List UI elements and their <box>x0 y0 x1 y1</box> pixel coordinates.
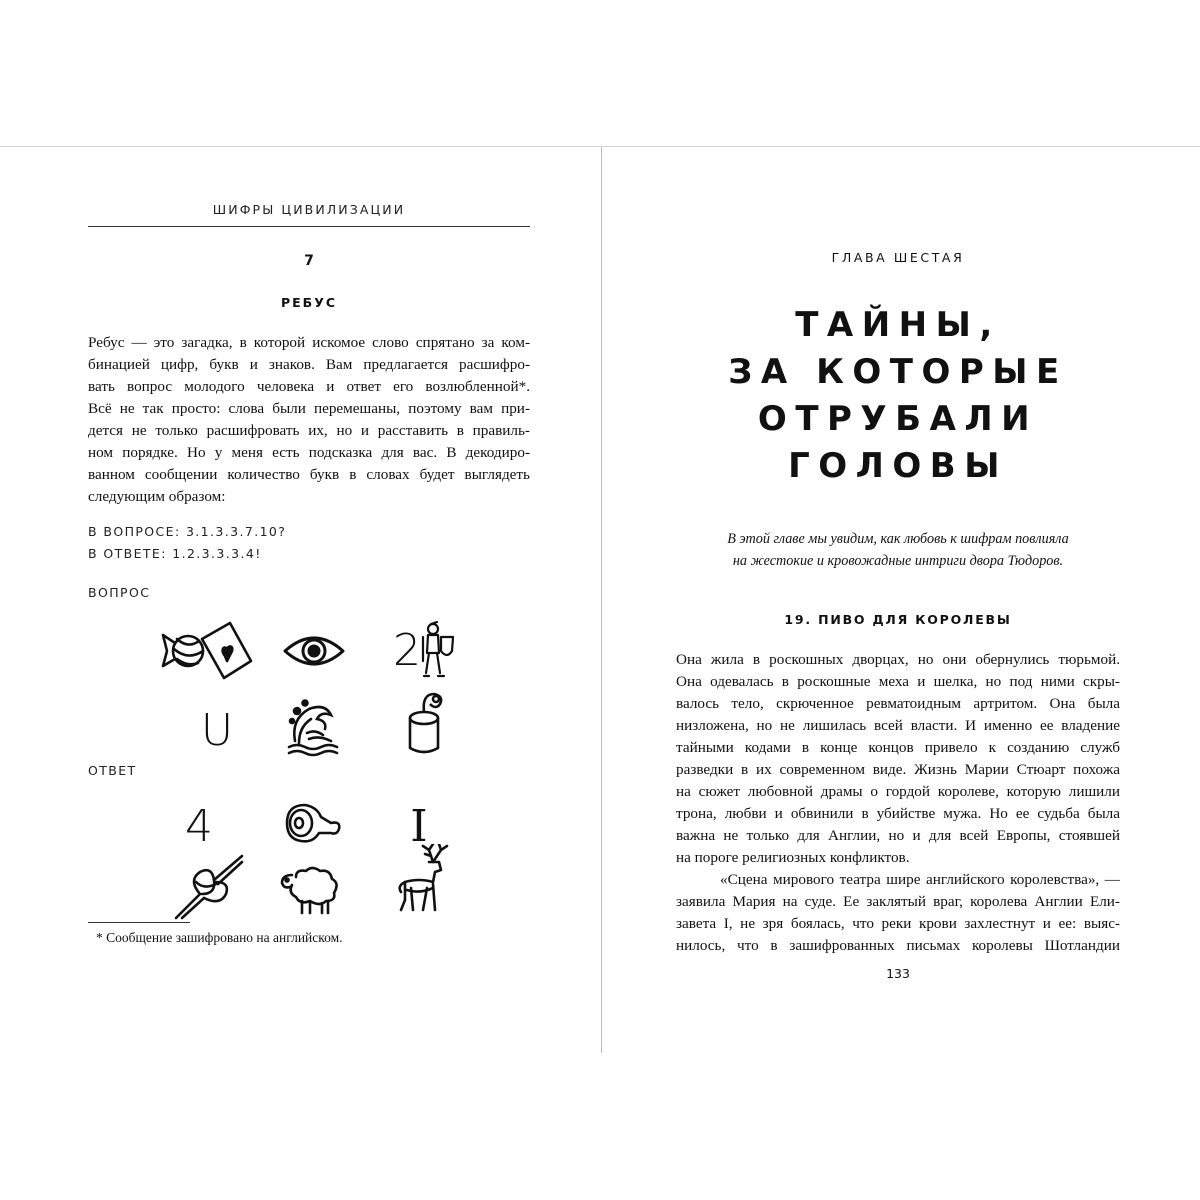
paragraph-1 <box>676 649 1120 869</box>
text-line: ванном сообщении количество букв в словах будет выглядеть <box>88 466 530 483</box>
text-line: тайными кодами в конце концов привело к созданию служб <box>676 739 1120 756</box>
page-top-edge <box>0 146 1200 147</box>
chapter-title <box>676 302 1120 490</box>
chapter-label: ГЛАВА ШЕСТАЯ <box>831 250 965 265</box>
running-head-rule <box>88 226 530 227</box>
knot-icon <box>174 852 244 922</box>
text-line: на сюжет любовной драмы о гордой королеве, которую лишили <box>676 783 1120 800</box>
running-head: ШИФРЫ ЦИВИЛИЗАЦИИ <box>212 202 406 217</box>
candy-and-heart-card-icon <box>158 616 254 686</box>
section-title: РЕБУС <box>280 295 338 310</box>
answer-label: ОТВЕТ <box>88 763 137 778</box>
text-line: следующим образом: <box>88 488 226 505</box>
intro-paragraph <box>88 332 530 508</box>
eye-icon <box>274 616 354 686</box>
answer-rebus-grid <box>88 782 530 922</box>
knight-icon <box>421 621 455 681</box>
tin-can-icon <box>392 688 462 758</box>
text-line: дется не только расшифровать их, но и расставить в правиль- <box>88 422 530 439</box>
right-page <box>676 200 1120 1000</box>
book-spine <box>601 147 602 1053</box>
rebus-digit: 4 <box>185 801 213 852</box>
text-line: на пороге религиозных конфликтов. <box>676 849 910 866</box>
chapter-number: 7 <box>304 253 314 269</box>
title-line: ОТРУБАЛИ <box>757 399 1039 439</box>
ham-icon <box>278 788 348 858</box>
section-title: 19. ПИВО ДЛЯ КОРОЛЕВЫ <box>784 612 1012 627</box>
epigraph <box>676 528 1120 572</box>
text-line: разведки в их современном виде. Жизнь Марии Стюарт похожа <box>676 761 1120 778</box>
question-pattern: В ВОПРОСЕ: 3.1.3.3.7.10? <box>88 524 287 539</box>
epigraph-line: В этой главе мы увидим, как любовь к шифрам повлияла <box>727 531 1069 547</box>
answer-pattern: В ОТВЕТЕ: 1.2.3.3.3.4! <box>88 546 262 561</box>
letter-u <box>182 696 252 766</box>
sea-wave-icon <box>278 692 348 762</box>
question-label: ВОПРОС <box>88 585 151 600</box>
body-text <box>676 649 1120 957</box>
question-rebus-grid <box>88 604 530 760</box>
title-line: ГОЛОВЫ <box>788 446 1008 486</box>
page-number: 133 <box>886 966 910 981</box>
rebus-letter: U <box>200 705 234 756</box>
footnote: * Сообщение зашифровано на английском. <box>96 930 343 945</box>
left-page <box>88 200 530 960</box>
text-line: нилось, что в зашифрованных письмах королевы Шотландии <box>676 937 1120 954</box>
text-line: «Сцена мирового театра шире английского королевства», — <box>720 871 1120 888</box>
rebus-letter: I <box>410 801 428 852</box>
text-line: вать вопрос молодого человека и ответ его возлюбленной*. <box>88 378 530 395</box>
text-line: ном порядке. Но у меня есть подсказка для вас. В декодиро- <box>88 444 530 461</box>
text-line: бинацией цифр, букв и знаков. Вам предлагается расшифро- <box>88 356 530 373</box>
text-line: завета I, не зря боялась, что реки крови захлестнут и ее: выяс- <box>676 915 1120 932</box>
text-line: Она одевалась в роскошные меха и шелка, но под ними скры- <box>676 673 1120 690</box>
number-two-with-knight <box>384 616 464 686</box>
text-line: валось тело, скрюченное ревматоидным артритом. Она была <box>676 695 1120 712</box>
text-line: низложена, но не лишилась всей власти. И именно ее владение <box>676 717 1120 734</box>
text-line: Ребус — это загадка, в которой искомое слово спрятано за ком- <box>88 334 530 351</box>
sheep-icon <box>276 854 346 924</box>
paragraph-2 <box>676 869 1120 957</box>
title-line: ТАЙНЫ, <box>795 305 1001 345</box>
title-line: ЗА КОТОРЫЕ <box>728 352 1068 392</box>
text-line: Всё не так просто: слова были перемешаны, поэтому вам при- <box>88 400 530 417</box>
footnote-rule <box>88 922 190 923</box>
text-line: трона, любви и обвинили в убийстве мужа. Но ее судьба была <box>676 805 1120 822</box>
text-line: заявила Мария на суде. Ее заклятый враг, королева Англии Ели- <box>676 893 1120 910</box>
rebus-digit: 2 <box>393 625 421 676</box>
epigraph-line: на жестокие и кровожадные интриги двора Тюдоров. <box>732 553 1064 569</box>
text-line: Она жила в роскошных дворцах, но они обернулись тюрьмой. <box>676 651 1120 668</box>
text-line: важна не только для Англии, но и для всей Европы, стоявшей <box>676 827 1120 844</box>
deer-icon <box>386 844 456 914</box>
